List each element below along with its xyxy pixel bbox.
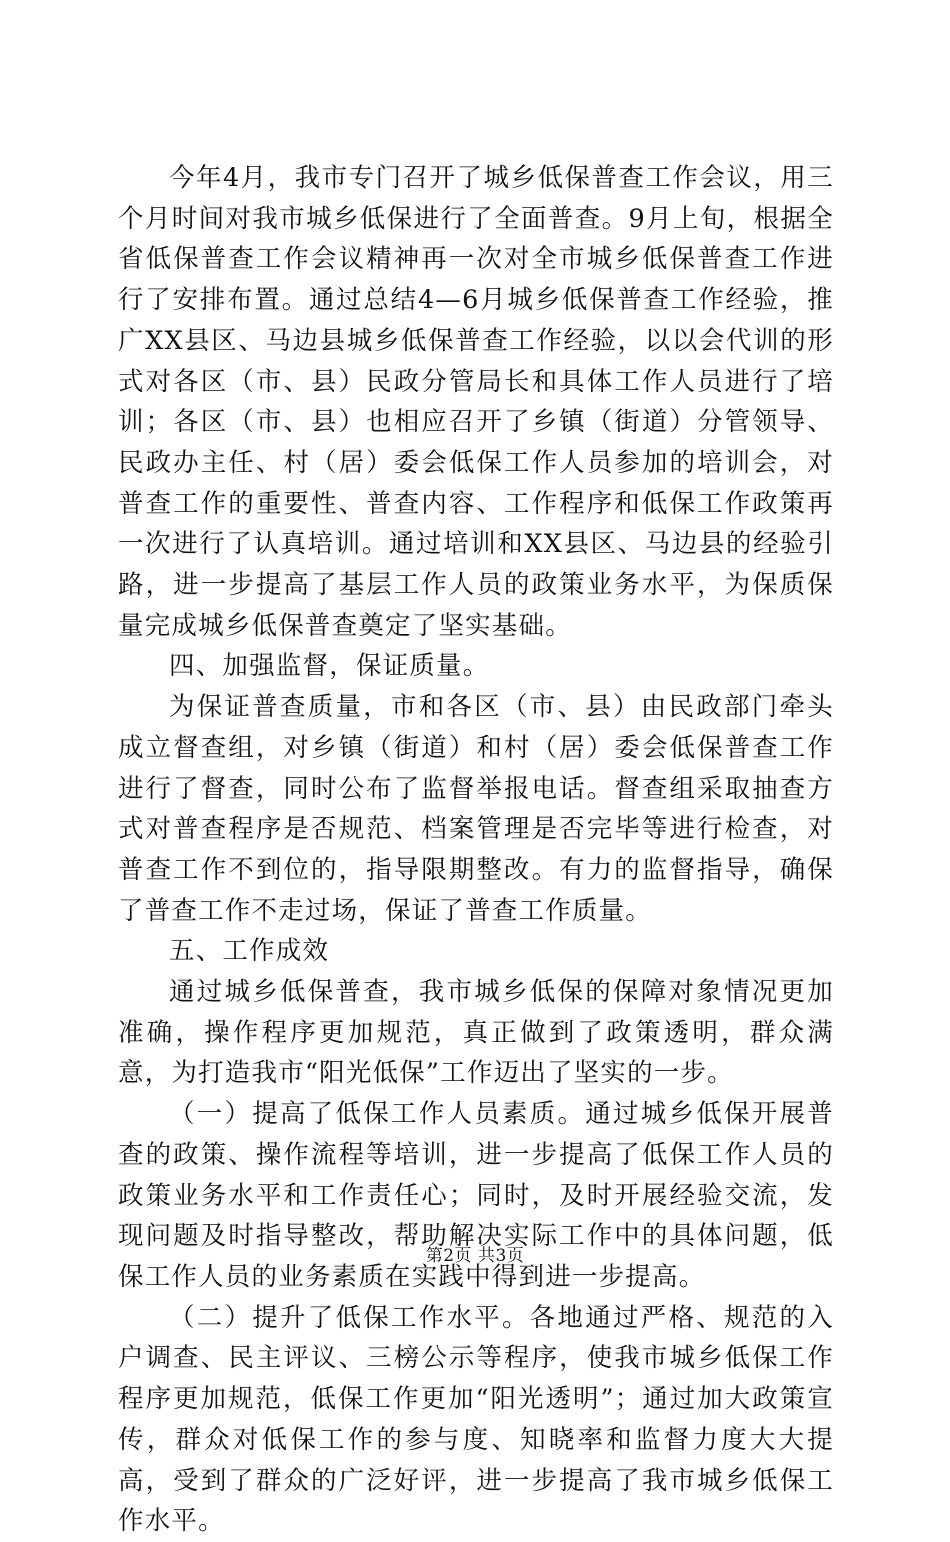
document-body [118, 158, 834, 1542]
paragraph-training: 今年4月，我市专门召开了城乡低保普查工作会议，用三个月时间对我市城乡低保进行了全面普查。9月上旬，根据全省低保普查工作会议精神再一次对全市城乡低保普查工作进行了安排布置。通过总结4—6月城乡低保普查工作经验，推广XX县区、马边县城乡低保普查工作经验，以以会代训的形式对各区（市、县）民政分管局长和具体工作人员进行了培训；各区（市、县）也相应召开了乡镇（街道）分管领导、民政办主任、村（居）委会低保工作人员参加的培训会，对普查工作的重要性、普查内容、工作程序和低保工作政策再一次进行了认真培训。通过培训和XX县区、马边县的经验引路，进一步提高了基层工作人员的政策业务水平，为保质保量完成城乡低保普查奠定了坚实基础。 [118, 163, 834, 641]
heading-results: 五、工作成效 [169, 936, 330, 967]
page-footer: 第2页 共3页 [425, 1246, 525, 1266]
paragraph-supervision: 为保证普查质量，市和各区（市、县）由民政部门牵头成立督查组，对乡镇（街道）和村（居）委会低保普查工作进行了督查，同时公布了监督举报电话。督查组采取抽查方式对普查程序是否规范、档案管理是否完毕等进行检查，对普查工作不到位的，指导限期整改。有力的监督指导，确保了普查工作不走过场，保证了普查工作质量。 [118, 692, 834, 926]
heading-supervision: 四、加强监督，保证质量。 [169, 651, 490, 682]
paragraph-result-two: （二）提升了低保工作水平。各地通过严格、规范的入户调查、民主评议、三榜公示等程序，使我市城乡低保工作程序更加规范，低保工作更加“阳光透明”；通过加大政策宣传，群众对低保工作的参与度、知晓率和监督力度大大提高，受到了群众的广泛好评，进一步提高了我市城乡低保工作水平。 [118, 1302, 834, 1537]
paragraph-result-one: （一）提高了低保工作人员素质。通过城乡低保开展普查的政策、操作流程等培训，进一步提高了低保工作人员的政策业务水平和工作责任心；同时，及时开展经验交流，发现问题及时指导整改，帮助解决实际工作中的具体问题，低保工作人员的业务素质在实践中得到进一步提高。 [118, 1099, 834, 1292]
paragraph-results: 通过城乡低保普查，我市城乡低保的保障对象情况更加准确，操作程序更加规范，真正做到了政策透明，群众满意，为打造我市“阳光低保”工作迈出了坚实的一步。 [118, 977, 834, 1089]
